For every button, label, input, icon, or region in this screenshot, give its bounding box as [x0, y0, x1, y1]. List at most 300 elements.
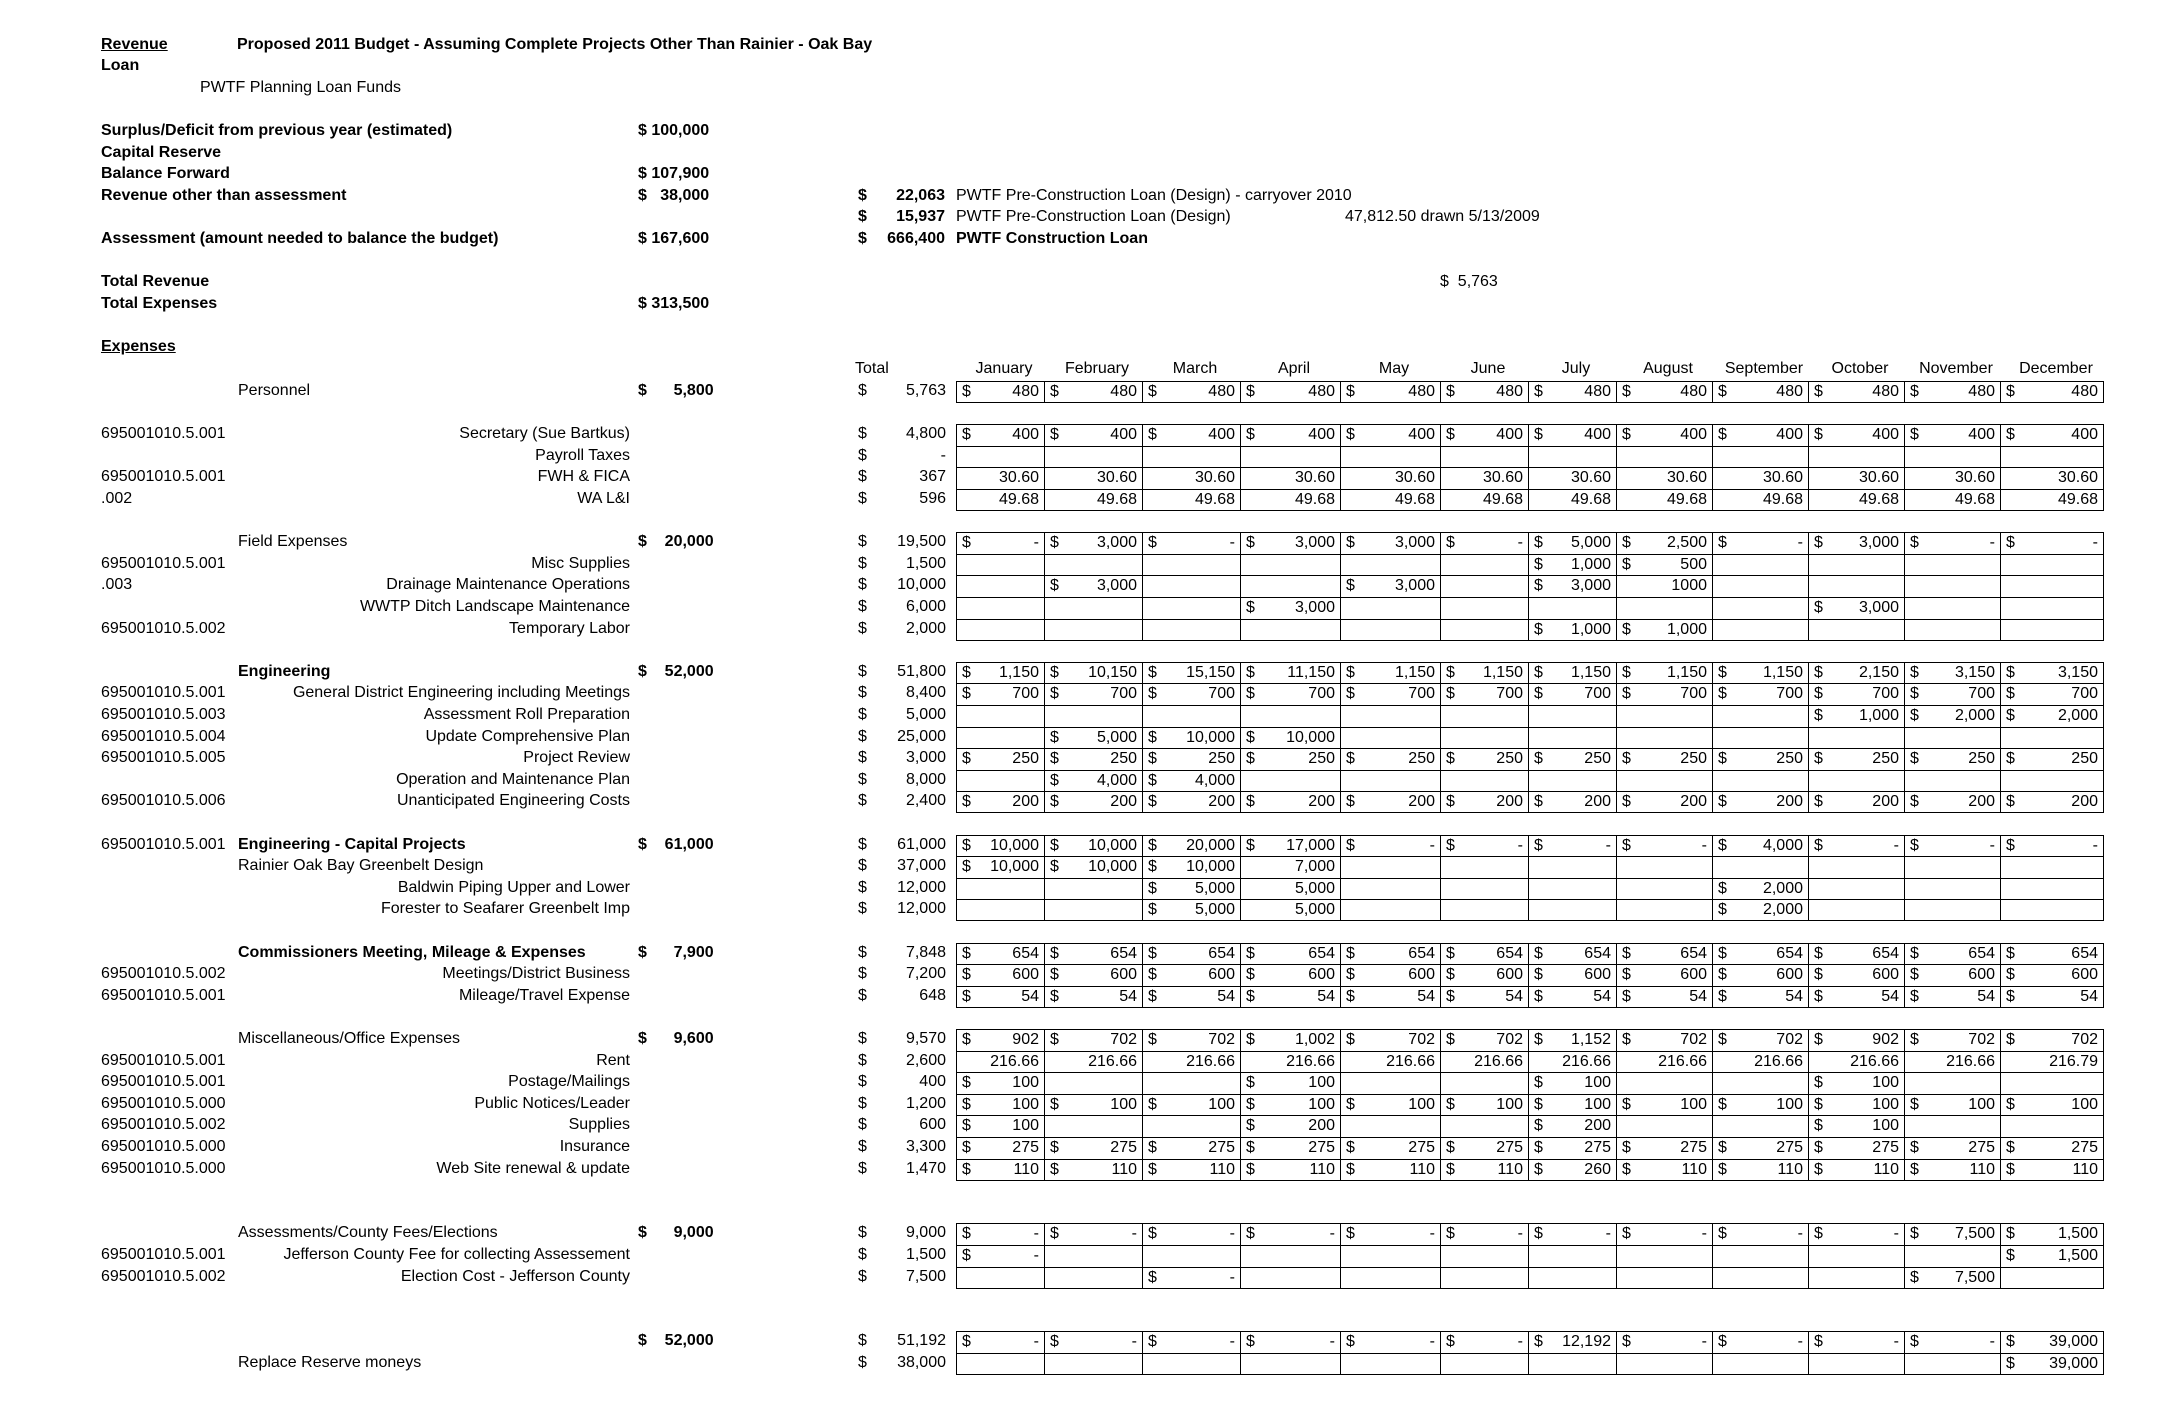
dollar-sign: $: [1910, 707, 1919, 724]
month-cell: [1616, 899, 1712, 921]
category-label: Engineering: [238, 663, 331, 680]
cell-value: -: [2092, 534, 2098, 551]
cell-value: 5,000: [1570, 534, 1611, 551]
dollar-sign: $: [1814, 1031, 1823, 1048]
cell-value: 702: [1208, 1031, 1235, 1048]
cell-value: 2,150: [1858, 664, 1899, 681]
month-cell: [956, 467, 1044, 489]
dollar-sign: $: [1534, 750, 1543, 767]
cell-value: 100: [1584, 1096, 1611, 1113]
month-cell: [956, 791, 1044, 813]
month-cell: [1240, 619, 1340, 641]
total-dollar: $: [858, 447, 867, 464]
total-dollar: $: [858, 706, 867, 723]
month-cell: [956, 878, 1044, 900]
dollar-sign: $: [1622, 837, 1631, 854]
month-cell: [1528, 986, 1616, 1008]
month-cell: [1044, 489, 1142, 511]
month-cell: [1440, 943, 1528, 965]
month-cell: [1340, 899, 1440, 921]
total-amount: 2,400: [905, 792, 946, 809]
cell-value: 902: [1012, 1031, 1039, 1048]
account-code: 695001010.5.002: [101, 1268, 226, 1285]
month-cell: [1808, 662, 1904, 684]
dollar-sign: $: [1346, 837, 1355, 854]
dollar-sign: $: [1446, 988, 1455, 1005]
dollar-sign: $: [1814, 837, 1823, 854]
month-cell: [1340, 554, 1440, 576]
line-item-label: Update Comprehensive Plan: [425, 728, 630, 745]
month-cell: [1616, 424, 1712, 446]
month-cell: [1240, 683, 1340, 705]
dollar-sign: $: [1246, 599, 1255, 616]
account-code: 695001010.5.001: [101, 1246, 226, 1263]
loan-amount: 22,063: [896, 187, 945, 204]
month-cell: [1142, 662, 1240, 684]
month-cell: [1440, 1223, 1528, 1245]
month-cell: [1528, 1353, 1616, 1375]
total-amount: 9,570: [905, 1030, 946, 1047]
month-cell: [1044, 964, 1142, 986]
cell-value: 1,002: [1294, 1031, 1335, 1048]
month-cell: [1340, 856, 1440, 878]
cell-value: 250: [1308, 750, 1335, 767]
month-cell: [1808, 532, 1904, 554]
dollar-sign: $: [1050, 793, 1059, 810]
dollar-sign: $: [1246, 685, 1255, 702]
month-cell: [1044, 575, 1142, 597]
month-cell: [1240, 446, 1340, 468]
dollar-sign: $: [2006, 1031, 2015, 1048]
account-code: 695001010.5.000: [101, 1138, 226, 1155]
cell-value: 600: [1496, 966, 1523, 983]
month-cell: [1808, 835, 1904, 857]
month-cell: [1528, 878, 1616, 900]
month-cell: [956, 683, 1044, 705]
cell-value: 3,000: [1294, 599, 1335, 616]
cell-value: 600: [1110, 966, 1137, 983]
cell-value: 54: [1417, 988, 1435, 1005]
dollar-sign: $: [1246, 426, 1255, 443]
dollar-sign: $: [1050, 750, 1059, 767]
dollar-sign: $: [1910, 750, 1919, 767]
account-code: 695001010.5.001: [101, 425, 226, 442]
cell-value: 600: [1680, 966, 1707, 983]
total-amount: 61,000: [897, 836, 946, 853]
cell-value: 100: [1408, 1096, 1435, 1113]
dollar-sign: $: [1814, 685, 1823, 702]
dollar-sign: $: [1446, 1225, 1455, 1242]
month-cell: [1142, 1115, 1240, 1137]
month-cell: [1616, 1353, 1712, 1375]
month-cell: [1528, 1267, 1616, 1289]
month-cell: [1904, 1353, 2000, 1375]
cell-value: 250: [1012, 750, 1039, 767]
dollar-sign: $: [1814, 534, 1823, 551]
dollar-sign: $: [1050, 1161, 1059, 1178]
total-dollar: $: [858, 1116, 867, 1133]
month-cell: [1808, 943, 1904, 965]
account-code: 695001010.5.000: [101, 1095, 226, 1112]
dollar-sign: $: [1534, 534, 1543, 551]
total-amount: 7,848: [905, 944, 946, 961]
total-amount: 5,763: [905, 382, 946, 399]
dollar-sign: $: [1534, 988, 1543, 1005]
month-cell: [1340, 532, 1440, 554]
cell-value: 702: [1680, 1031, 1707, 1048]
dollar-sign: $: [1814, 426, 1823, 443]
dollar-sign: $: [1148, 750, 1157, 767]
month-cell: [1044, 727, 1142, 749]
month-cell: [1044, 1094, 1142, 1116]
dollar-sign: $: [1050, 685, 1059, 702]
month-cell: [2000, 856, 2104, 878]
month-cell: [2000, 705, 2104, 727]
month-cell: [1240, 878, 1340, 900]
month-cell: [1904, 1051, 2000, 1073]
account-code: 695001010.5.000: [101, 1160, 226, 1177]
month-cell: [1440, 1353, 1528, 1375]
cell-value: 250: [1208, 750, 1235, 767]
month-cell: [1712, 705, 1808, 727]
month-cell: [1440, 705, 1528, 727]
month-cell: [1240, 856, 1340, 878]
month-cell: [1528, 619, 1616, 641]
month-cell: [1904, 1115, 2000, 1137]
cell-value: 5,000: [1294, 880, 1335, 897]
month-cell: [1240, 1353, 1340, 1375]
cell-value: 275: [1110, 1139, 1137, 1156]
dollar-sign: $: [1534, 577, 1543, 594]
month-cell: [1240, 532, 1340, 554]
cell-value: 600: [1584, 966, 1611, 983]
total-dollar: $: [858, 684, 867, 701]
category-label: Miscellaneous/Office Expenses: [238, 1030, 461, 1047]
cell-value: 49.68: [1194, 491, 1235, 508]
month-cell: [1142, 381, 1240, 403]
month-cell: [2000, 1267, 2104, 1289]
month-cell: [1528, 446, 1616, 468]
dollar-sign: $: [1814, 707, 1823, 724]
line-item-label: General District Engineering including Meetings: [292, 684, 630, 701]
month-cell: [2000, 899, 2104, 921]
cell-value: 654: [1968, 945, 1995, 962]
page-title: Proposed 2011 Budget - Assuming Complete Projects Other Than Rainier - Oak Bay: [237, 36, 873, 53]
dollar-sign: $: [1148, 1333, 1157, 1350]
cell-value: 216.66: [1286, 1053, 1335, 1070]
dollar-sign: $: [1622, 534, 1631, 551]
cell-value: 275: [2071, 1139, 2098, 1156]
cell-value: -: [1989, 1333, 1995, 1350]
month-cell: [1904, 489, 2000, 511]
month-header-october: October: [1831, 360, 1889, 377]
month-cell: [1808, 964, 1904, 986]
month-cell: [1440, 791, 1528, 813]
cell-value: 100: [1496, 1096, 1523, 1113]
dollar-sign: $: [1534, 383, 1543, 400]
cell-value: 2,000: [1954, 707, 1995, 724]
month-cell: [1808, 1245, 1904, 1267]
dollar-sign: $: [962, 1117, 971, 1134]
month-header-august: August: [1643, 360, 1693, 377]
month-cell: [1712, 1137, 1808, 1159]
month-cell: [1044, 1159, 1142, 1181]
dollar-sign: $: [962, 1225, 971, 1242]
month-cell: [1528, 597, 1616, 619]
cell-value: 600: [1968, 966, 1995, 983]
month-cell: [1142, 1094, 1240, 1116]
cell-value: 275: [1308, 1139, 1335, 1156]
month-cell: [1712, 1029, 1808, 1051]
cell-value: 1,150: [1570, 664, 1611, 681]
cell-value: 2,500: [1666, 534, 1707, 551]
month-cell: [1240, 597, 1340, 619]
month-cell: [1044, 446, 1142, 468]
cell-value: 4,000: [1194, 772, 1235, 789]
month-cell: [1142, 1137, 1240, 1159]
month-cell: [1808, 748, 1904, 770]
cell-value: 100: [1872, 1117, 1899, 1134]
dollar-sign: $: [1246, 837, 1255, 854]
month-cell: [1712, 986, 1808, 1008]
dollar-sign: $: [1622, 1096, 1631, 1113]
dollar-sign: $: [1446, 1333, 1455, 1350]
month-cell: [1904, 986, 2000, 1008]
cell-value: 3,000: [1394, 534, 1435, 551]
cell-value: 700: [1776, 685, 1803, 702]
dollar-sign: $: [1446, 1161, 1455, 1178]
month-cell: [1712, 748, 1808, 770]
total-dollar: $: [858, 1246, 867, 1263]
cell-value: 7,500: [1954, 1225, 1995, 1242]
dollar-sign: $: [1148, 772, 1157, 789]
dollar-sign: $: [1718, 880, 1727, 897]
account-code: .002: [101, 490, 133, 507]
cell-value: 200: [1872, 793, 1899, 810]
dollar-sign: $: [1910, 1139, 1919, 1156]
total-amount: 51,800: [897, 663, 946, 680]
month-cell: [1528, 964, 1616, 986]
cell-value: 10,000: [1186, 729, 1235, 746]
month-cell: [1904, 748, 2000, 770]
month-cell: [1142, 467, 1240, 489]
cell-value: 11,150: [1287, 664, 1335, 681]
cell-value: -: [1517, 1225, 1523, 1242]
month-cell: [1340, 770, 1440, 792]
cell-value: 1,150: [998, 664, 1039, 681]
total-amount: 10,000: [897, 576, 946, 593]
surplus-label: Surplus/Deficit from previous year (estimated): [101, 122, 453, 139]
month-cell: [1142, 575, 1240, 597]
cell-value: -: [1429, 1333, 1435, 1350]
month-cell: [1044, 619, 1142, 641]
total-dollar: $: [858, 771, 867, 788]
month-cell: [1808, 575, 1904, 597]
total-amount: 400: [919, 1073, 946, 1090]
month-cell: [1808, 446, 1904, 468]
dollar-sign: $: [1050, 383, 1059, 400]
category-label: Commissioners Meeting, Mileage & Expenses: [238, 944, 586, 961]
total-dollar: $: [858, 1332, 867, 1349]
total-dollar: $: [858, 728, 867, 745]
dollar-sign: $: [1534, 1117, 1543, 1134]
month-cell: [1044, 1115, 1142, 1137]
total-amount: 1,200: [905, 1095, 946, 1112]
cell-value: 216.66: [1850, 1053, 1899, 1070]
month-cell: [1440, 1051, 1528, 1073]
dollar-sign: $: [1534, 1139, 1543, 1156]
cell-value: 12,192: [1562, 1333, 1611, 1350]
cell-value: 654: [1012, 945, 1039, 962]
total-amount: 7,200: [905, 965, 946, 982]
cell-value: 1,152: [1570, 1031, 1611, 1048]
month-cell: [1616, 1051, 1712, 1073]
cell-value: 4,000: [1096, 772, 1137, 789]
month-cell: [1904, 575, 2000, 597]
assessment-label: Assessment (amount needed to balance the budget): [101, 230, 499, 247]
dollar-sign: $: [1446, 1139, 1455, 1156]
line-item-label: Web Site renewal & update: [436, 1160, 630, 1177]
month-cell: [1044, 835, 1142, 857]
cell-value: 216.66: [1474, 1053, 1523, 1070]
category-label: Personnel: [238, 382, 311, 399]
month-cell: [1440, 597, 1528, 619]
month-cell: [1712, 1223, 1808, 1245]
month-cell: [1528, 489, 1616, 511]
month-cell: [1904, 424, 2000, 446]
cell-value: 480: [1408, 383, 1435, 400]
month-cell: [2000, 1331, 2104, 1353]
dollar-sign: $: [962, 1096, 971, 1113]
line-item-label: Insurance: [559, 1138, 630, 1155]
month-cell: [1340, 1115, 1440, 1137]
dollar-sign: $: [1246, 664, 1255, 681]
month-cell: [2000, 964, 2104, 986]
cell-value: 700: [1408, 685, 1435, 702]
month-cell: [1904, 1137, 2000, 1159]
line-item-label: Rent: [596, 1052, 630, 1069]
dollar-sign: $: [2006, 988, 2015, 1005]
month-cell: [1142, 489, 1240, 511]
dollar-sign: $: [962, 966, 971, 983]
total-amount: -: [940, 447, 946, 464]
account-code: 695001010.5.001: [101, 836, 226, 853]
cell-value: 480: [1012, 383, 1039, 400]
month-cell: [1616, 381, 1712, 403]
cell-value: 1,500: [2057, 1247, 2098, 1264]
month-header-april: April: [1277, 360, 1310, 377]
dollar-sign: $: [1346, 793, 1355, 810]
month-cell: [2000, 1223, 2104, 1245]
month-cell: [1616, 1029, 1712, 1051]
month-cell: [1044, 1353, 1142, 1375]
total-amount: 37,000: [897, 857, 946, 874]
month-cell: [1712, 770, 1808, 792]
dollar-sign: $: [1050, 1225, 1059, 1242]
dollar-sign: $: [1622, 664, 1631, 681]
dollar-sign: $: [1446, 750, 1455, 767]
dollar-sign: $: [1622, 966, 1631, 983]
cell-value: 275: [1872, 1139, 1899, 1156]
month-cell: [1440, 532, 1528, 554]
cell-value: 400: [1680, 426, 1707, 443]
cell-value: 275: [1680, 1139, 1707, 1156]
dollar-sign: $: [2006, 793, 2015, 810]
dollar-sign: $: [1446, 793, 1455, 810]
dollar-sign: $: [1346, 750, 1355, 767]
total-dollar: $: [858, 576, 867, 593]
month-header-february: February: [1064, 360, 1130, 377]
cell-value: 10,150: [1088, 664, 1137, 681]
dollar-sign: $: [1718, 426, 1727, 443]
cell-value: 250: [1496, 750, 1523, 767]
budget-amount: $ 52,000: [638, 663, 714, 680]
total-amount: 648: [919, 987, 946, 1004]
dollar-sign: $: [1148, 901, 1157, 918]
line-item-label: Assessment Roll Preparation: [423, 706, 630, 723]
month-cell: [1616, 597, 1712, 619]
dollar-sign: $: [1148, 880, 1157, 897]
cell-value: 1,150: [1762, 664, 1803, 681]
month-cell: [1142, 446, 1240, 468]
cell-value: 700: [1584, 685, 1611, 702]
month-cell: [1528, 1245, 1616, 1267]
month-cell: [1616, 1159, 1712, 1181]
month-cell: [1712, 1245, 1808, 1267]
cell-value: -: [2092, 837, 2098, 854]
month-cell: [1528, 835, 1616, 857]
month-cell: [1808, 1072, 1904, 1094]
month-cell: [1044, 899, 1142, 921]
cell-value: 49.68: [1294, 491, 1335, 508]
dollar-sign: $: [2006, 685, 2015, 702]
cell-value: 700: [1208, 685, 1235, 702]
total-amount: 3,000: [905, 749, 946, 766]
month-cell: [1528, 1159, 1616, 1181]
revenue-other-label: Revenue other than assessment: [101, 187, 347, 204]
month-cell: [1142, 1072, 1240, 1094]
dollar-sign: $: [1622, 1139, 1631, 1156]
cell-value: 110: [1681, 1161, 1707, 1178]
dollar-sign: $: [2006, 945, 2015, 962]
cell-value: 54: [1021, 988, 1039, 1005]
month-cell: [1712, 1072, 1808, 1094]
loan-dollar: $: [858, 230, 867, 247]
month-cell: [1712, 943, 1808, 965]
cell-value: 654: [1496, 945, 1523, 962]
month-cell: [1904, 1159, 2000, 1181]
month-cell: [1340, 1072, 1440, 1094]
month-cell: [1142, 899, 1240, 921]
dollar-sign: $: [1910, 945, 1919, 962]
cell-value: 3,150: [1954, 664, 1995, 681]
dollar-sign: $: [1814, 1333, 1823, 1350]
cell-value: -: [1797, 1225, 1803, 1242]
cell-value: 100: [1584, 1074, 1611, 1091]
month-cell: [1528, 856, 1616, 878]
month-cell: [1904, 835, 2000, 857]
month-cell: [1044, 878, 1142, 900]
cell-value: 110: [1111, 1161, 1137, 1178]
month-cell: [1808, 467, 1904, 489]
month-cell: [1240, 424, 1340, 446]
month-cell: [1808, 554, 1904, 576]
cell-value: 902: [1872, 1031, 1899, 1048]
dollar-sign: $: [1446, 1096, 1455, 1113]
month-cell: [1240, 791, 1340, 813]
cell-value: 1,000: [1666, 621, 1707, 638]
cell-value: 216.66: [1088, 1053, 1137, 1070]
